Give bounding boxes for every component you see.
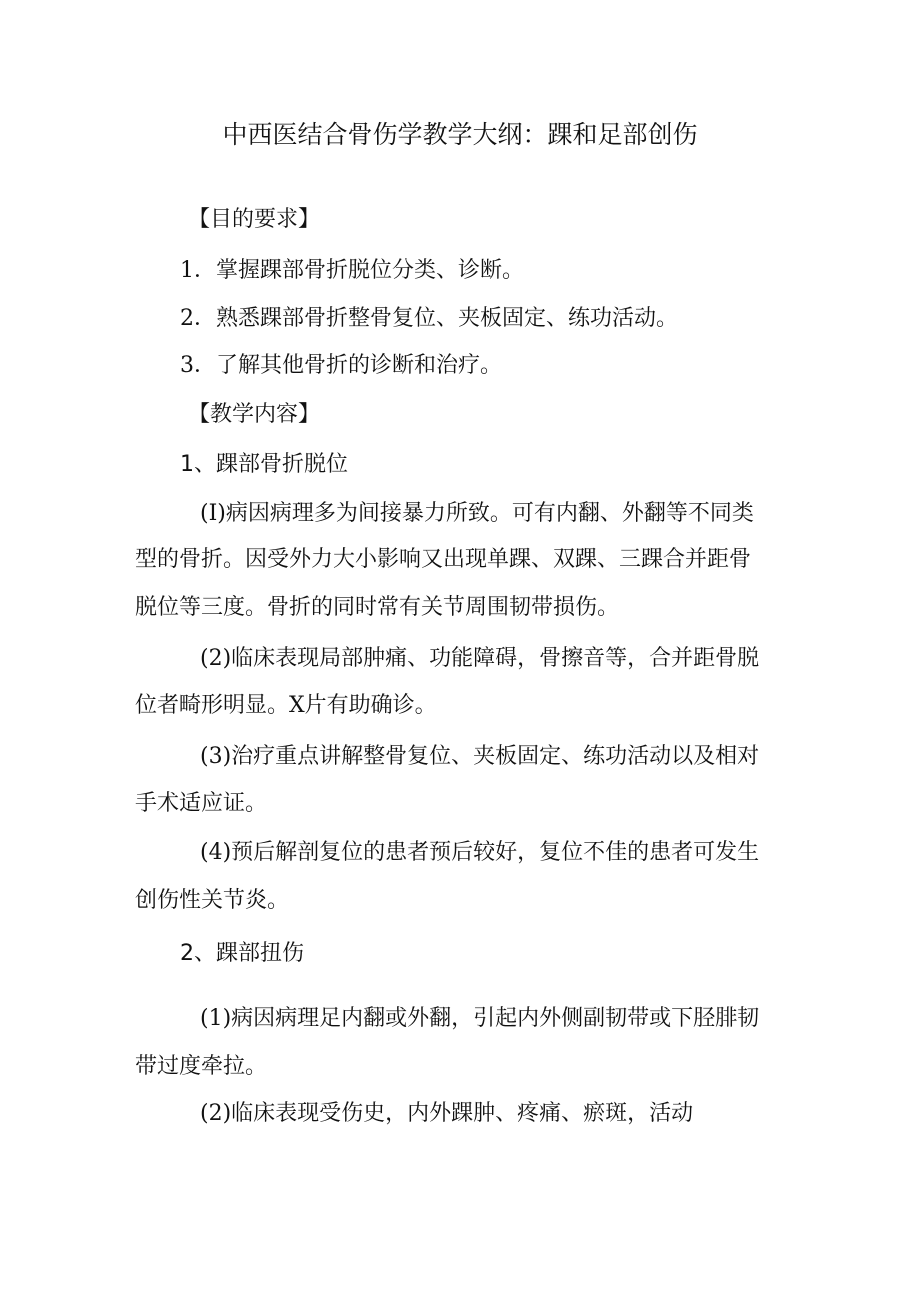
content-heading: 【教学内容】 — [188, 402, 321, 427]
objectives-heading: 【目的要求】 — [188, 207, 321, 232]
objective-item-2: 2．熟悉踝部骨折整骨复位、夹板固定、练功活动。 — [180, 306, 678, 331]
section2-para1-line1: (1)病因病理足内翻或外翻，引起内外侧副韧带或下胫腓韧 — [200, 1006, 760, 1031]
objective-item-3: 3．了解其他骨折的诊断和治疗。 — [180, 353, 502, 378]
objective-item-1: 1．掌握踝部骨折脱位分类、诊断。 — [180, 258, 524, 283]
section1-para2-line2: 位者畸形明显。X片有助确诊。 — [135, 693, 437, 718]
section1-para1-line3: 脱位等三度。骨折的同时常有关节周围韧带损伤。 — [135, 595, 620, 620]
section1-title: 1、踝部骨折脱位 — [180, 452, 348, 477]
section1-para4-line2: 创伤性关节炎。 — [135, 888, 290, 913]
section2-para1-line2: 带过度牵拉。 — [135, 1054, 268, 1079]
section2-title: 2、踝部扭伤 — [180, 941, 304, 966]
section1-para1-line1: (I)病因病理多为间接暴力所致。可有内翻、外翻等不同类 — [200, 501, 754, 526]
section1-para1-line2: 型的骨折。因受外力大小影响又出现单踝、双踝、三踝合并距骨 — [135, 547, 752, 572]
section1-para2-line1: (2)临床表现局部肿痛、功能障碍，骨擦音等，合并距骨脱 — [200, 646, 760, 671]
document-title: 中西医结合骨伤学教学大纲：踝和足部创伤 — [222, 120, 698, 149]
section2-para2-line1: (2)临床表现受伤史，内外踝肿、疼痛、瘀斑，活动 — [200, 1101, 694, 1126]
section1-para4-line1: (4)预后解剖复位的患者预后较好，复位不佳的患者可发生 — [200, 840, 760, 865]
section1-para3-line2: 手术适应证。 — [135, 791, 268, 816]
section1-para3-line1: (3)治疗重点讲解整骨复位、夹板固定、练功活动以及相对 — [200, 744, 760, 769]
